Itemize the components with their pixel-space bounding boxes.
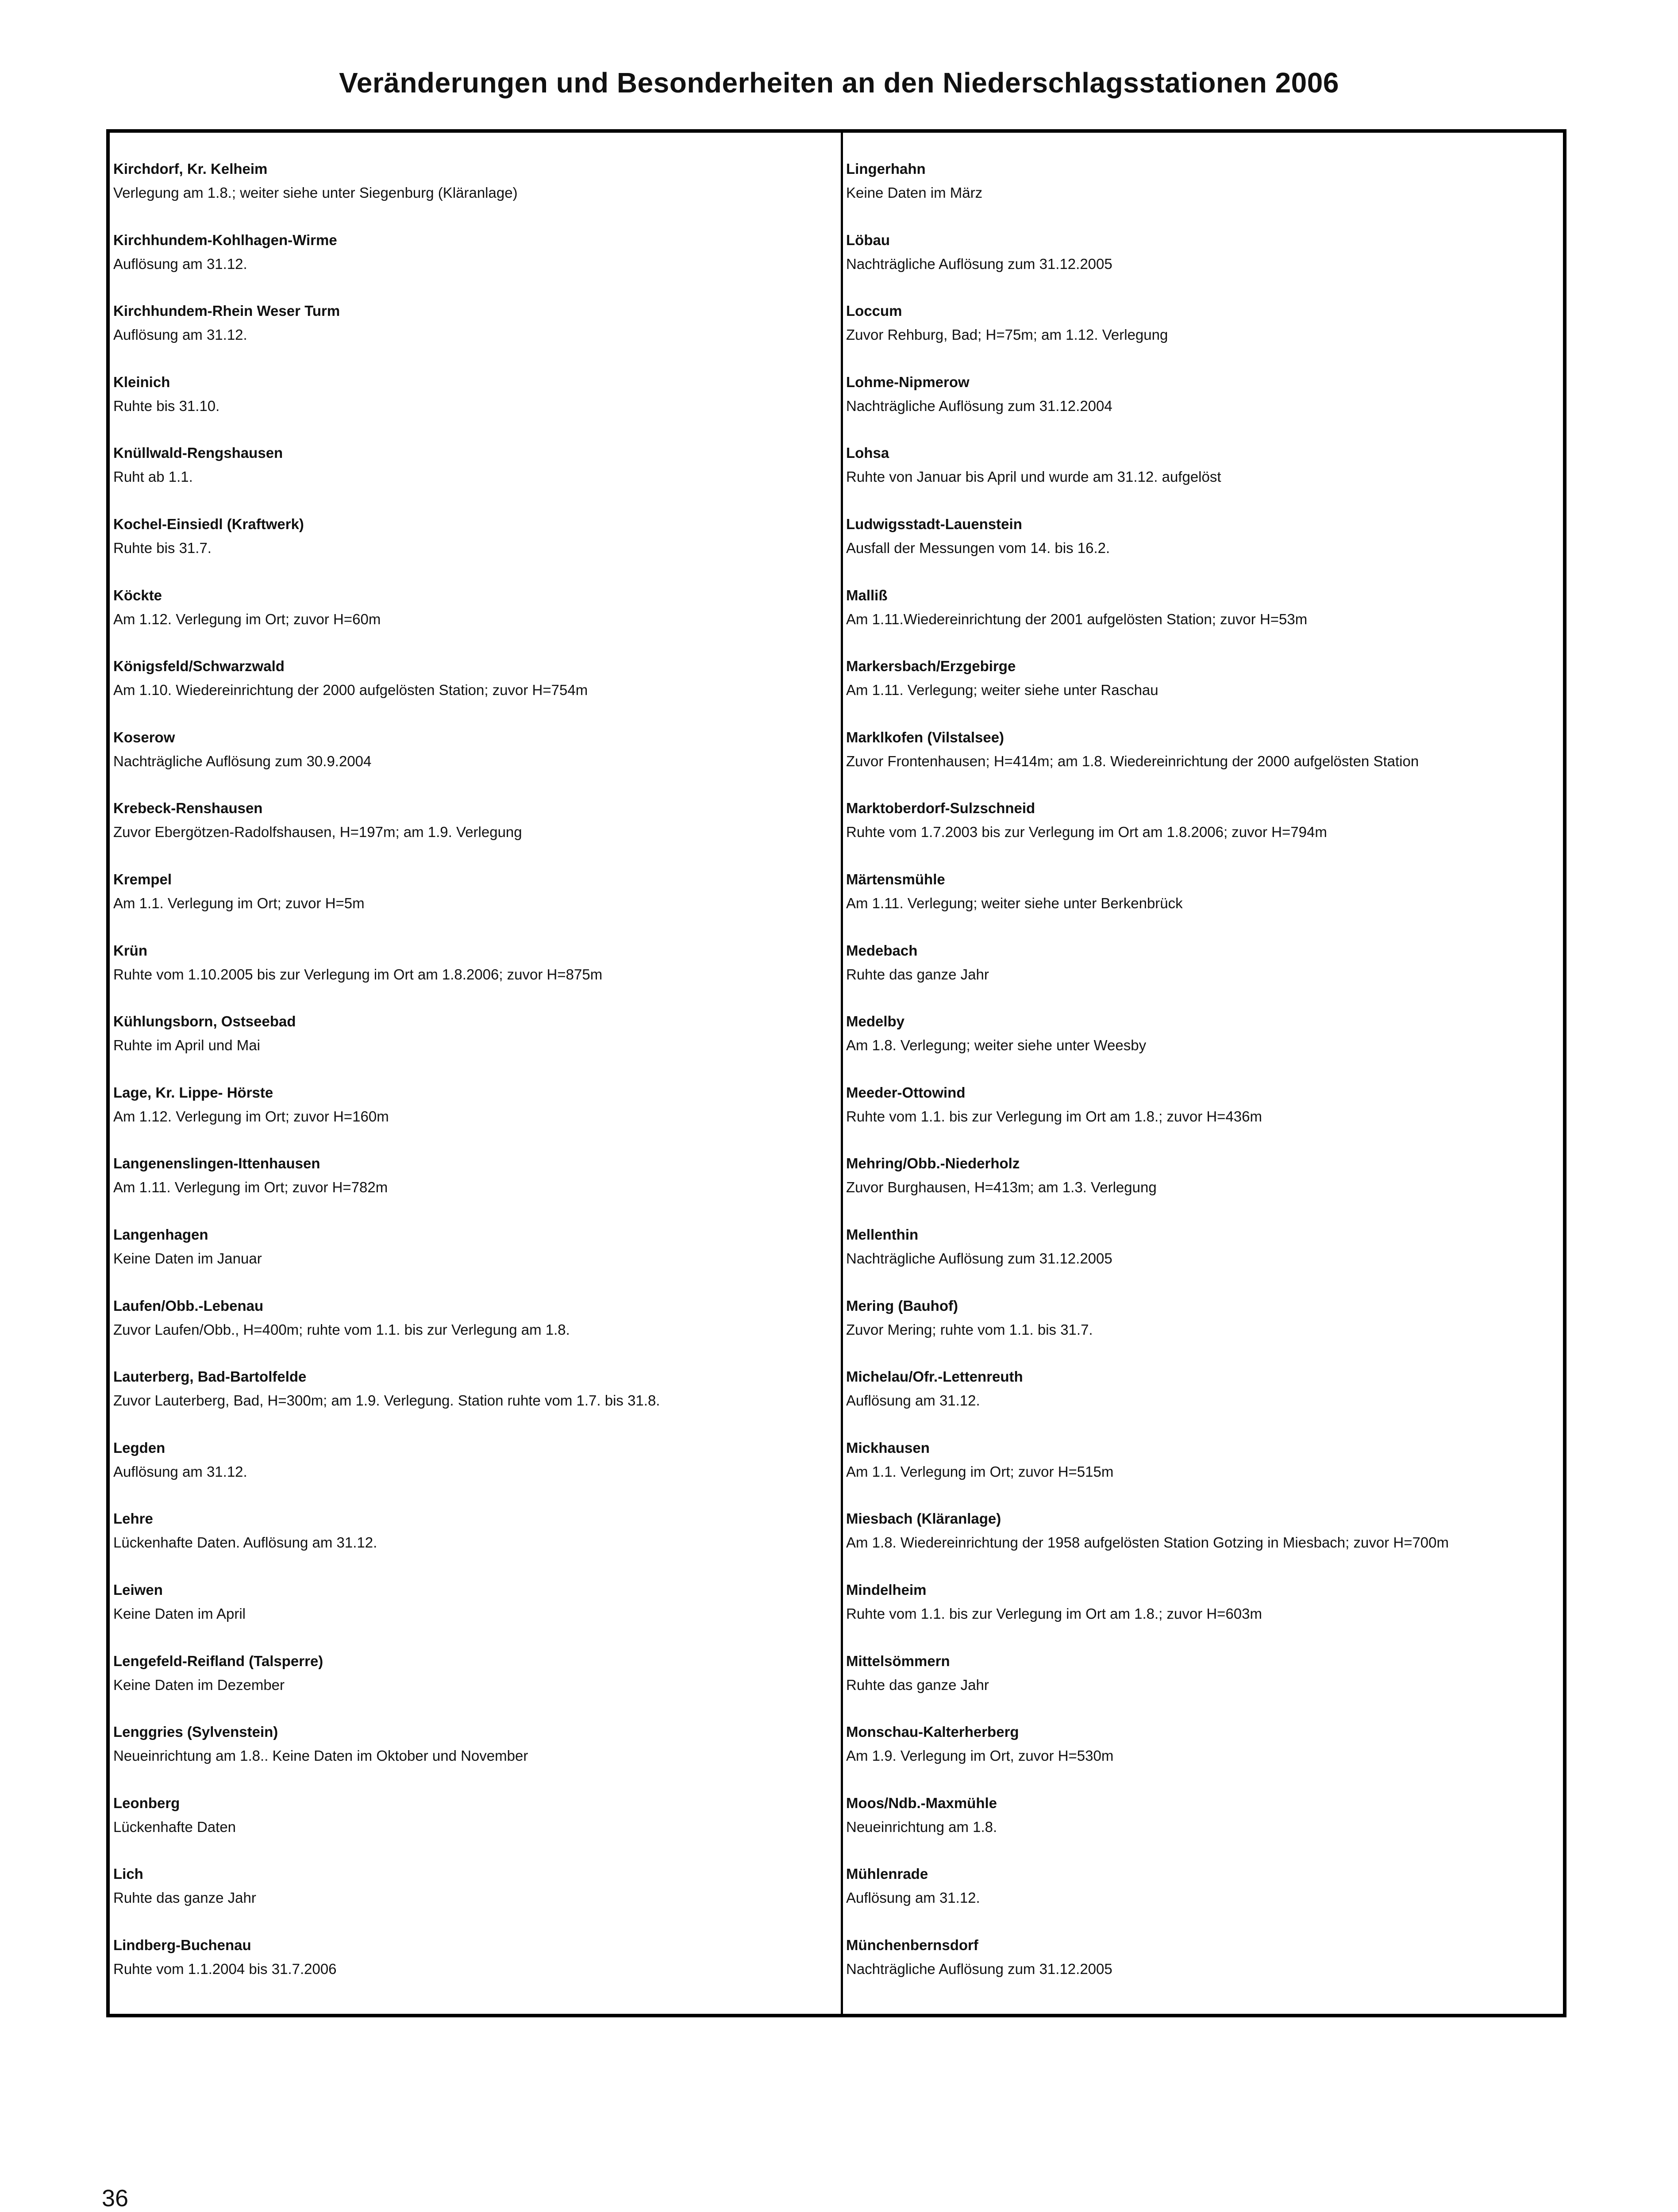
station-note: Keine Daten im Dezember xyxy=(113,1676,285,1693)
station-name: Medebach xyxy=(846,942,918,959)
station-name: Kirchhundem-Rhein Weser Turm xyxy=(113,303,340,319)
station-note: Ruhte vom 1.7.2003 bis zur Verlegung im Ort am 1.8.2006; zuvor H=794m xyxy=(846,824,1327,841)
station-entry xyxy=(846,1793,1563,1837)
station-entry xyxy=(846,941,1563,984)
station-entry xyxy=(113,1651,835,1695)
station-name: Lingerhahn xyxy=(846,161,926,177)
column-divider xyxy=(841,133,843,2014)
station-note: Ruhte bis 31.10. xyxy=(113,397,220,414)
station-note: Ruhte das ganze Jahr xyxy=(846,966,989,983)
station-name: Lindberg-Buchenau xyxy=(113,1937,251,1953)
station-entry xyxy=(846,728,1563,771)
station-entry xyxy=(113,1793,835,1837)
station-entry xyxy=(113,1936,835,1979)
station-name: Kochel-Einsiedl (Kraftwerk) xyxy=(113,516,304,532)
station-name: Mellenthin xyxy=(846,1226,919,1243)
station-entry xyxy=(113,159,835,203)
station-note: Ruhte von Januar bis April und wurde am 31.12. aufgelöst xyxy=(846,469,1221,485)
station-name: Krebeck-Renshausen xyxy=(113,800,263,817)
station-note: Lückenhafte Daten. Auflösung am 31.12. xyxy=(113,1534,377,1551)
station-name: Münchenbernsdorf xyxy=(846,1937,978,1953)
station-entry xyxy=(846,515,1563,558)
station-entry xyxy=(846,870,1563,913)
station-name: Lengefeld-Reifland (Talsperre) xyxy=(113,1652,323,1669)
station-note: Ausfall der Messungen vom 14. bis 16.2. xyxy=(846,540,1110,556)
station-note: Am 1.1. Verlegung im Ort; zuvor H=5m xyxy=(113,895,365,911)
station-note: Zuvor Rehburg, Bad; H=75m; am 1.12. Verlegung xyxy=(846,326,1168,343)
station-entry xyxy=(846,1509,1563,1552)
station-name: Medelby xyxy=(846,1013,905,1030)
station-note: Nachträgliche Auflösung zum 31.12.2004 xyxy=(846,397,1112,414)
station-name: Legden xyxy=(113,1439,165,1456)
station-name: Koserow xyxy=(113,729,175,745)
station-note: Keine Daten im Januar xyxy=(113,1250,262,1267)
station-name: Löbau xyxy=(846,231,890,248)
station-entry xyxy=(846,443,1563,487)
station-note: Auflösung am 31.12. xyxy=(846,1392,980,1409)
station-entry xyxy=(846,1864,1563,1908)
station-name: Knüllwald-Rengshausen xyxy=(113,445,283,461)
station-name: Malliß xyxy=(846,587,888,603)
station-name: Lage, Kr. Lippe- Hörste xyxy=(113,1084,273,1101)
station-entry xyxy=(113,1012,835,1055)
station-entry xyxy=(846,1012,1563,1055)
station-note: Ruht ab 1.1. xyxy=(113,469,193,485)
station-name: Mickhausen xyxy=(846,1439,930,1456)
station-note: Am 1.1. Verlegung im Ort; zuvor H=515m xyxy=(846,1463,1114,1480)
station-note: Auflösung am 31.12. xyxy=(113,1463,247,1480)
station-note: Nachträgliche Auflösung zum 30.9.2004 xyxy=(113,753,372,769)
station-note: Am 1.8. Verlegung; weiter siehe unter Weesby xyxy=(846,1037,1147,1054)
station-note: Am 1.11.Wiedereinrichtung der 2001 aufgelösten Station; zuvor H=53m xyxy=(846,611,1308,627)
station-name: Monschau-Kalterherberg xyxy=(846,1724,1019,1740)
station-note: Auflösung am 31.12. xyxy=(113,255,247,272)
station-name: Miesbach (Kläranlage) xyxy=(846,1510,1001,1527)
station-note: Nachträgliche Auflösung zum 31.12.2005 xyxy=(846,1961,1112,1977)
station-entry xyxy=(846,799,1563,842)
station-note: Ruhte das ganze Jahr xyxy=(846,1676,989,1693)
station-entry xyxy=(113,373,835,416)
station-entry xyxy=(113,301,835,345)
station-note: Zuvor Mering; ruhte vom 1.1. bis 31.7. xyxy=(846,1321,1093,1338)
station-entry xyxy=(846,230,1563,274)
station-entry xyxy=(113,443,835,487)
station-entry xyxy=(113,515,835,558)
station-entry xyxy=(113,1296,835,1340)
station-entry xyxy=(846,1083,1563,1126)
station-entry xyxy=(113,1580,835,1624)
station-name: Laufen/Obb.-Lebenau xyxy=(113,1297,264,1314)
station-note: Auflösung am 31.12. xyxy=(846,1889,980,1906)
station-name: Moos/Ndb.-Maxmühle xyxy=(846,1794,997,1811)
station-name: Mittelsömmern xyxy=(846,1652,950,1669)
station-entry xyxy=(113,1509,835,1552)
station-changes-table xyxy=(106,129,1566,2017)
station-entry xyxy=(846,1225,1563,1268)
station-entry xyxy=(846,1936,1563,1979)
station-name: Marktoberdorf-Sulzschneid xyxy=(846,800,1035,817)
page-number: 36 xyxy=(102,2185,129,2212)
station-name: Mindelheim xyxy=(846,1582,927,1598)
station-note: Am 1.11. Verlegung; weiter siehe unter Raschau xyxy=(846,682,1158,699)
station-name: Kirchhundem-Kohlhagen-Wirme xyxy=(113,231,337,248)
station-note: Ruhte bis 31.7. xyxy=(113,540,212,556)
station-entry xyxy=(113,1864,835,1908)
station-entry xyxy=(846,1651,1563,1695)
station-note: Ruhte vom 1.1. bis zur Verlegung im Ort am 1.8.; zuvor H=436m xyxy=(846,1108,1262,1125)
station-name: Märtensmühle xyxy=(846,871,945,887)
station-name: Langenenslingen-Ittenhausen xyxy=(113,1155,320,1172)
station-name: Krün xyxy=(113,942,147,959)
station-name: Köckte xyxy=(113,587,162,603)
station-entry xyxy=(846,1154,1563,1197)
station-entry xyxy=(113,941,835,984)
station-name: Mering (Bauhof) xyxy=(846,1297,958,1314)
station-note: Auflösung am 31.12. xyxy=(113,326,247,343)
station-entry xyxy=(113,728,835,771)
station-note: Am 1.9. Verlegung im Ort, zuvor H=530m xyxy=(846,1747,1114,1764)
station-note: Nachträgliche Auflösung zum 31.12.2005 xyxy=(846,255,1112,272)
station-name: Lohme-Nipmerow xyxy=(846,373,970,390)
station-entry xyxy=(846,1722,1563,1766)
station-note: Neueinrichtung am 1.8.. Keine Daten im Oktober und November xyxy=(113,1747,528,1764)
station-note: Am 1.8. Wiedereinrichtung der 1958 aufgelösten Station Gotzing in Miesbach; zuvor H=700m xyxy=(846,1534,1449,1551)
station-entry xyxy=(113,1083,835,1126)
station-note: Ruhte vom 1.1. bis zur Verlegung im Ort am 1.8.; zuvor H=603m xyxy=(846,1605,1262,1622)
station-name: Ludwigsstadt-Lauenstein xyxy=(846,516,1022,532)
station-note: Am 1.11. Verlegung im Ort; zuvor H=782m xyxy=(113,1179,388,1196)
station-name: Königsfeld/Schwarzwald xyxy=(113,658,285,675)
page-title: Veränderungen und Besonderheiten an den Niederschlagsstationen 2006 xyxy=(339,67,1339,99)
station-name: Lenggries (Sylvenstein) xyxy=(113,1724,278,1740)
station-note: Keine Daten im April xyxy=(113,1605,246,1622)
station-note: Nachträgliche Auflösung zum 31.12.2005 xyxy=(846,1250,1112,1267)
station-entry xyxy=(846,301,1563,345)
station-entry xyxy=(113,870,835,913)
station-name: Kirchdorf, Kr. Kelheim xyxy=(113,161,268,177)
station-note: Ruhte vom 1.1.2004 bis 31.7.2006 xyxy=(113,1961,337,1977)
station-note: Zuvor Burghausen, H=413m; am 1.3. Verlegung xyxy=(846,1179,1157,1196)
station-entry xyxy=(113,657,835,700)
station-name: Lauterberg, Bad-Bartolfelde xyxy=(113,1368,307,1385)
station-entry xyxy=(846,159,1563,203)
station-entry xyxy=(846,586,1563,629)
station-name: Mühlenrade xyxy=(846,1866,928,1882)
station-name: Leonberg xyxy=(113,1794,180,1811)
station-entry xyxy=(113,1438,835,1482)
station-name: Michelau/Ofr.-Lettenreuth xyxy=(846,1368,1023,1385)
station-name: Lehre xyxy=(113,1510,153,1527)
station-note: Ruhte vom 1.10.2005 bis zur Verlegung im Ort am 1.8.2006; zuvor H=875m xyxy=(113,966,603,983)
station-entry xyxy=(846,1580,1563,1624)
station-note: Lückenhafte Daten xyxy=(113,1818,236,1835)
station-note: Ruhte das ganze Jahr xyxy=(113,1889,256,1906)
station-note: Am 1.11. Verlegung; weiter siehe unter Berkenbrück xyxy=(846,895,1183,911)
station-entry xyxy=(846,1296,1563,1340)
station-entry xyxy=(113,1225,835,1268)
station-entry xyxy=(113,799,835,842)
station-name: Mehring/Obb.-Niederholz xyxy=(846,1155,1020,1172)
station-note: Am 1.12. Verlegung im Ort; zuvor H=160m xyxy=(113,1108,389,1125)
station-entry xyxy=(113,1722,835,1766)
station-entry xyxy=(113,1367,835,1410)
station-note: Zuvor Ebergötzen-Radolfshausen, H=197m; am 1.9. Verlegung xyxy=(113,824,522,841)
station-name: Meeder-Ottowind xyxy=(846,1084,966,1101)
station-note: Keine Daten im März xyxy=(846,184,983,201)
station-note: Am 1.12. Verlegung im Ort; zuvor H=60m xyxy=(113,611,381,627)
station-note: Ruhte im April und Mai xyxy=(113,1037,260,1054)
station-name: Markersbach/Erzgebirge xyxy=(846,658,1016,675)
station-entry xyxy=(846,373,1563,416)
station-entry xyxy=(113,1154,835,1197)
station-name: Loccum xyxy=(846,303,902,319)
station-name: Kühlungsborn, Ostseebad xyxy=(113,1013,296,1030)
station-name: Lohsa xyxy=(846,445,889,461)
station-name: Krempel xyxy=(113,871,172,887)
station-name: Langenhagen xyxy=(113,1226,208,1243)
station-entry xyxy=(846,657,1563,700)
station-entry xyxy=(113,230,835,274)
station-name: Marklkofen (Vilstalsee) xyxy=(846,729,1004,745)
station-note: Neueinrichtung am 1.8. xyxy=(846,1818,997,1835)
station-note: Zuvor Laufen/Obb., H=400m; ruhte vom 1.1. bis zur Verlegung am 1.8. xyxy=(113,1321,570,1338)
station-note: Zuvor Frontenhausen; H=414m; am 1.8. Wiedereinrichtung der 2000 aufgelösten Station xyxy=(846,753,1419,769)
station-name: Kleinich xyxy=(113,373,170,390)
station-entry xyxy=(846,1367,1563,1410)
station-entry xyxy=(113,586,835,629)
station-note: Verlegung am 1.8.; weiter siehe unter Siegenburg (Kläranlage) xyxy=(113,184,518,201)
station-entry xyxy=(846,1438,1563,1482)
station-name: Lich xyxy=(113,1866,143,1882)
station-name: Leiwen xyxy=(113,1582,163,1598)
station-note: Am 1.10. Wiedereinrichtung der 2000 aufgelösten Station; zuvor H=754m xyxy=(113,682,588,699)
station-note: Zuvor Lauterberg, Bad, H=300m; am 1.9. Verlegung. Station ruhte vom 1.7. bis 31.8. xyxy=(113,1392,660,1409)
